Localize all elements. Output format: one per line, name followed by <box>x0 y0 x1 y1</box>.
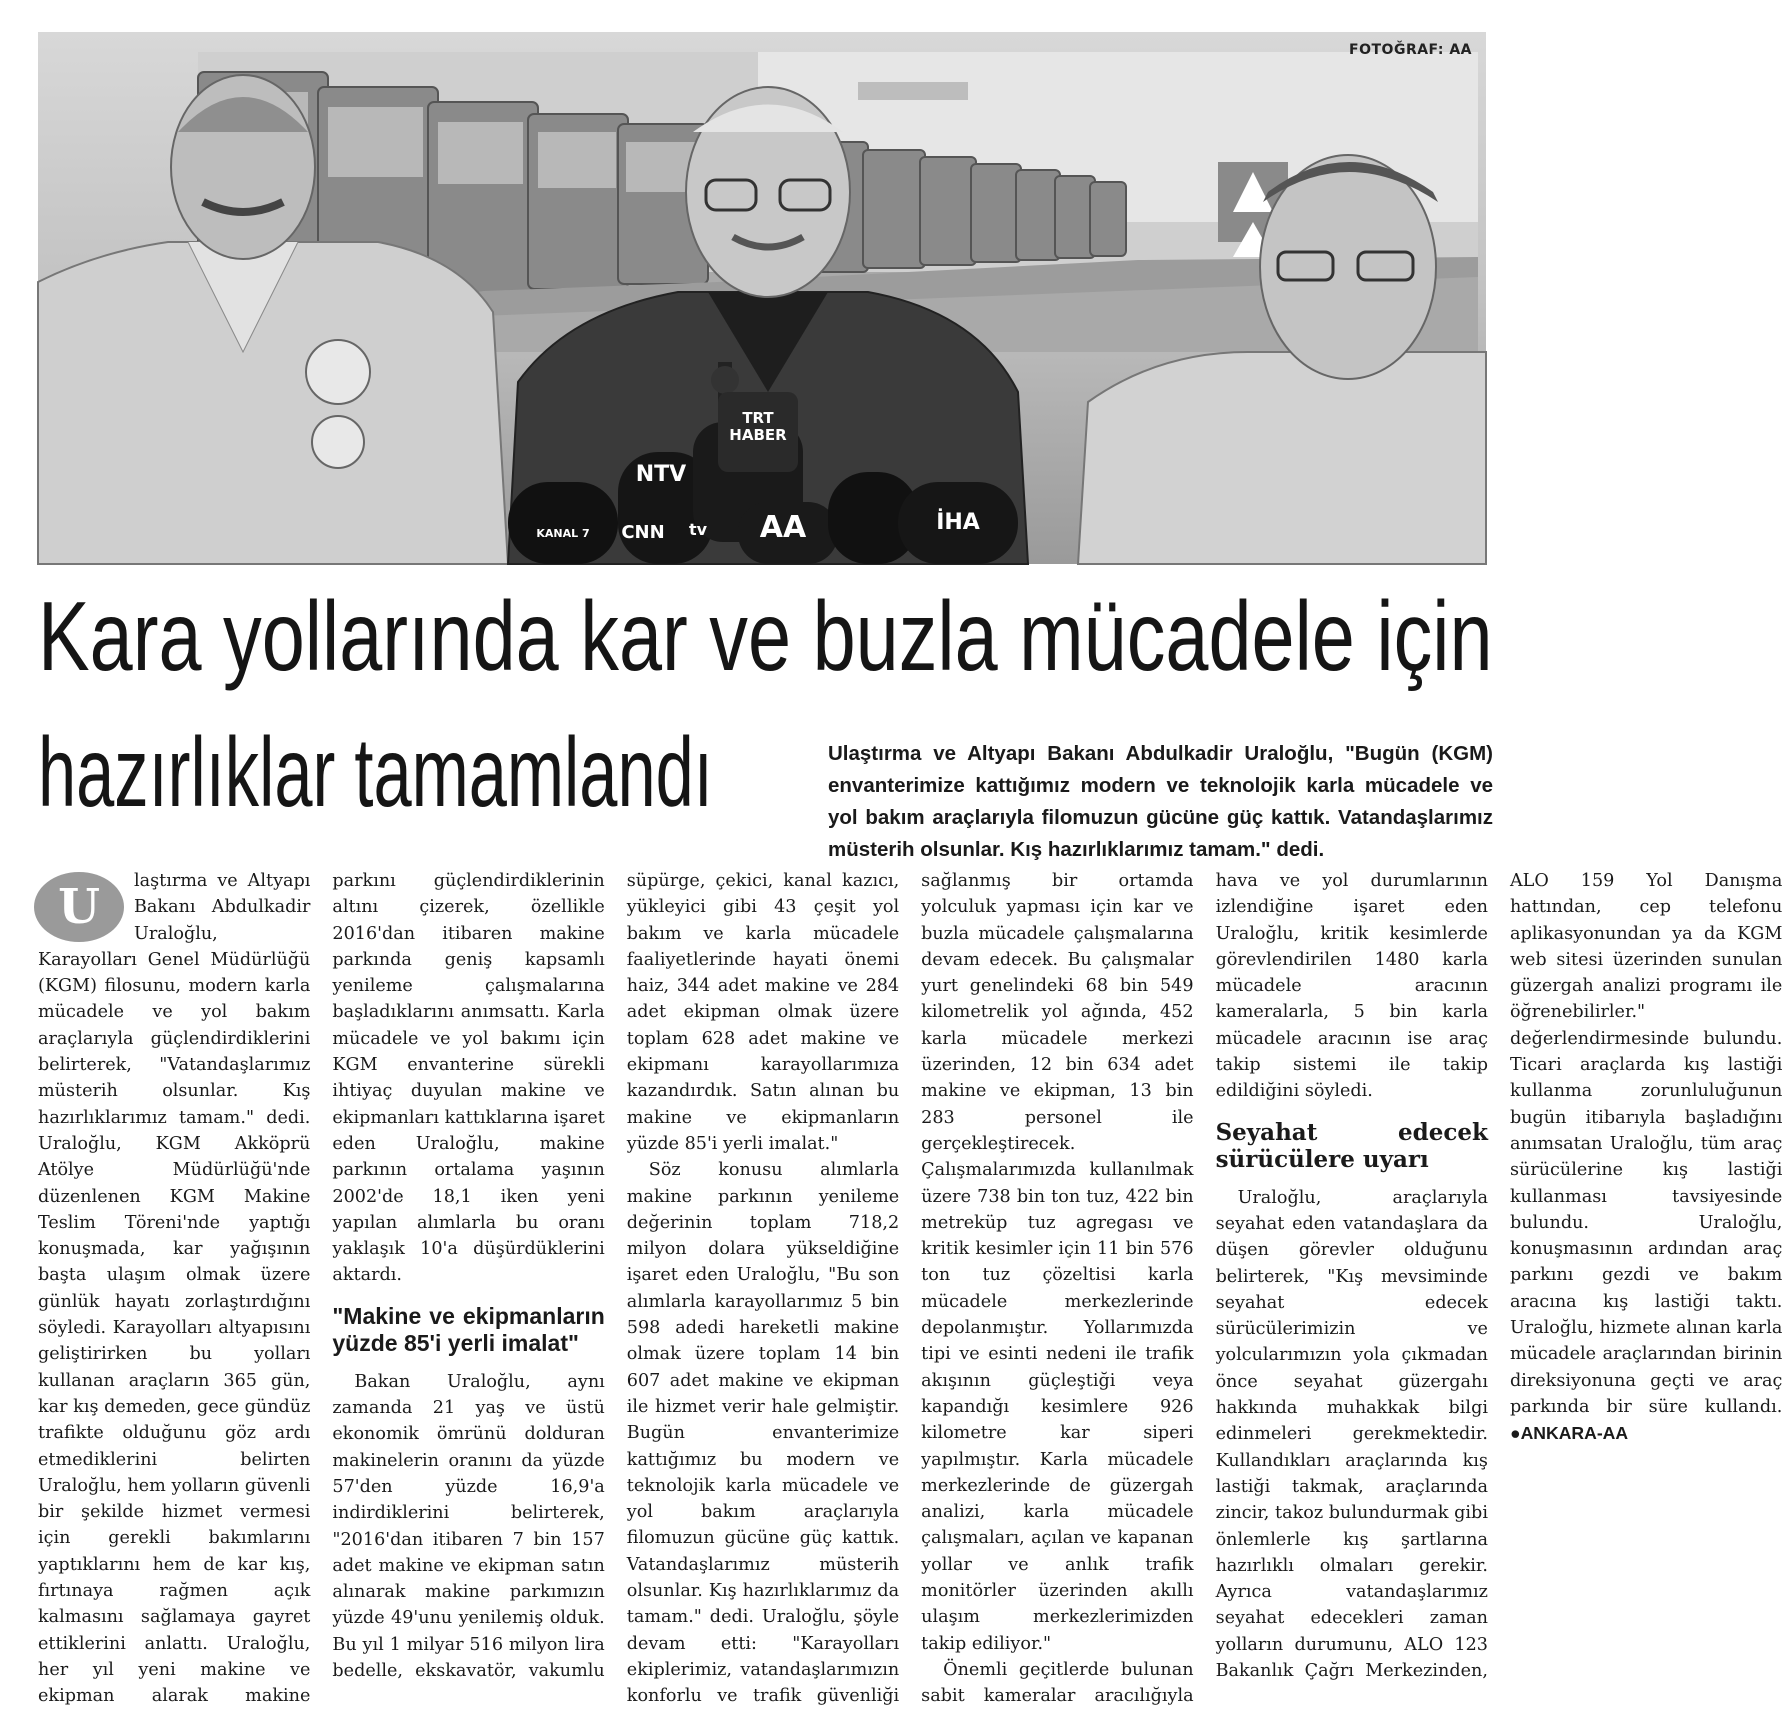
mic-label-cnn: CNN <box>621 522 665 543</box>
article-paragraph: Bakan Uraloğlu, aynı zamanda 21 yaş ve üstü ekonomik ömrünü dolduran makinelerin oranını da yüzde 57'den yüzde 16,9'a indirdiklerini belirterek, "2016'dan itibaren 7 bin 157 adet makine ve ekipman satın alınarak makine parkımızın yüzde 49'unu yenilemiş olduk. Bu yıl 1 milyar 516 milyon lira bedelle, ekskavatör, vakumlu süpürge, çekici, kanal kazıcı, yükleyici gibi 43 çeşit yol bakım ve karla mücadele faaliyetlerinde hayati önemi haiz, 344 adet makine ve 284 adet ekipman olmak üzere toplam 628 adet makine ve ekipmanı karayollarımıza kazandırdık. Satın alınan bu makine ve ekipmanların yüzde 85'i yerli imalat." <box>332 871 900 1682</box>
photo-credit: FOTOĞRAF: AA <box>1349 42 1472 58</box>
subheading-local-production: "Makine ve ekipmanların yüzde 85'i yerli imalat" <box>332 1302 605 1356</box>
headline-line-2: hazırlıklar tamamlandı <box>38 717 713 827</box>
mic-label-ntv: NTV <box>635 462 687 487</box>
mic-label-trt-haber: TRT HABER <box>729 409 787 444</box>
lead-paragraph: Ulaştırma ve Altyapı Bakanı Abdulkadir Uraloğlu, "Bugün (KGM) envanterimize kattığımız modern ve teknolojik karla mücadele ve yol bakım araçlarıyla filomuzun gücüne güç kattık. Vatandaşlarımız müsterih olsunlar. Kış hazırlıklarımız tamam." dedi. <box>828 742 1493 861</box>
official-right-illustration <box>1048 102 1486 564</box>
mic-label-tv: tv <box>688 520 708 539</box>
article-paragraph: Söz konusu alımlarla makine parkının yenileme değerinin toplam 718,2 milyon dolara yükseldiğine işaret eden Uraloğlu, "Bu son alımlarla karayollarımız 5 bin 598 adedi hareketli makine olmak üzere toplam 14 bin 607 adet makine ve ekipman ile hizmet verir hale gelmiştir. Bugün envanterimize kattığımız bu modern ve teknolojik karla mücadele ve yol bakım araçlarıyla filomuzun gücüne güç kattık. Vatandaşlarımız müsterih olsunlar. Kış hazırlıklarımız da tamam." dedi. Uraloğlu, şöyle devam etti: "Karayolları ekiplerimiz, vatandaşlarımızın konforlu ve trafik güvenliği sağlanmış bir ortamda yolculuk yapması için kar ve buzla mücadele çalışmalarına devam edecek. Bu çalışmalar yurt genelindeki 68 bin 549 kilometrelik yol ağında, 452 karla mücadele merkezi üzerinden, 12 bin 634 adet makine ve ekipman, 13 bin 283 personel ile gerçekleştirecek. Çalışmalarımızda kullanılmak üzere 738 bin ton tuz, 422 bin metreküp tuz agregası ve kritik kesimler için 11 bin 576 ton tuz çözeltisi karla mücadele merkezlerinde depolanmıştır. Yollarımızda tipi ve esinti nedeni ile trafik akışının güçleştiği veya kapandığı kesimlere 926 kilometre kar siperi yapılmıştır. Karla mücadele merkezlerinde de güzergah analizi, karla mücadele çalışmaları, açılan ve kapanan yollar ve anlık trafik monitörler üzerinden akıllı ulaşım merkezlerimizden takip ediliyor." <box>626 871 1194 1707</box>
subheading-driver-warning: Seyahat edecek sürücülere uyarı <box>1215 1118 1488 1173</box>
mic-label-kanal7: KANAL 7 <box>536 527 590 540</box>
paragraph-text: Uraloğlu, araçlarıyla seyahat eden vatandaşlara da düşen görevler olduğunu belirterek, "Kış mevsiminde seyahat edecek sürücülerimizin ve yolcularımızın yola çıkmadan önce seyahat güzergahı hakkında muhakkak bilgi edinmeleri gerekmektedir. Kullandıkları araçlarında kış lastiği takmak, araçlarında zincir, takoz bulundurmak gibi önlemlerle kış şartlarına hazırlıklı olmaları gerekir. Ayrıca vatandaşlarımız seyahat edecekleri zaman yolların durumunu, ALO 123 Bakanlık Çağrı Merkezinden, ALO 159 Yol Danışma hattından, cep telefonu aplikasyonundan ya da KGM web sitesi üzerinden sunulan güzergah analizi programı ile öğrenebilirler." değerlendirmesinde bulundu. Ticari araçlarda kış lastiği kullanma zorunluluğunun bugün itibarıyla başladığını anımsatan Uraloğlu, tüm araç sürücülerine kış lastiği kullanması tavsiyesinde bulundu. Uraloğlu, konuşmasının ardından araç parkını gezdi ve bakım aracına kış lastiği taktı. Uraloğlu, hizmete alınan karla mücadele araçlarından birinin direksiyonuna geçti ve araç parkında bir süre kullandı. <box>1215 871 1782 1682</box>
paragraph-text: laştırma ve Altyapı Bakanı Abdulkadir Uraloğlu, Karayolları Genel Müdürlüğü (KGM) filosunu, modern karla mücadele ve yol bakım araçlarıyla güçlendirdiklerini belirterek, "Vatandaşlarımız müsterih olsunlar. Kış hazırlıklarımız tamam." dedi. Uraloğlu, KGM Akköprü Atölye Müdürlüğü'nde düzenlenen KGM Makine Teslim Töreni'nde yaptığı konuşmada, kar yağışının başta ulaşım olmak üzere günlük hayatı zorlaştırdığını söyledi. Karayolları altyapısını geliştirirken bu yolları kullanan araçların 365 gün, kar kış demeden, gece gündüz trafikte olduğunu göz ardı etmediklerini belirten Uraloğlu, hem yolların güvenli bir şekilde hizmet vermesi için gerekli bakımlarını yaptıklarını hem de kar kış, fırtınaya rağmen açık kalmasını sağlamaya gayret ettiklerini anlattı. Uraloğlu, her yıl yeni makine ve ekipman alarak makine parkını güçlendirdiklerinin altını çizerek, özellikle 2016'dan itibaren makine parkında geniş kapsamlı yenileme çalışmalarına başladıklarını anımsattı. Karla mücadele ve yol bakımı için KGM envanterine sürekli ihtiyaç duyulan makine ve ekipmanları kattıklarına işaret eden Uraloğlu, makine parkının ortalama yaşının 2002'de 18,1 iken yeni yapılan alımlarla bu oranı yaklaşık 10'a düşürdüklerini aktardı. <box>38 871 605 1707</box>
byline: ●ANKARA-AA <box>1509 1423 1629 1444</box>
headline-line-1: Kara yollarında kar ve buzla mücadele için <box>38 581 1493 691</box>
article-body <box>38 868 1782 1710</box>
mic-label-aa: AA <box>759 510 807 545</box>
mic-label-iha: İHA <box>936 510 980 535</box>
drop-cap: U <box>34 872 124 942</box>
official-left-illustration <box>38 52 508 564</box>
news-photo <box>38 32 1486 564</box>
article-paragraph: Önemli geçitlerde bulunan sabit kameralar aracılığıyla hava ve yol durumlarının izlendiğine işaret eden Uraloğlu, kritik kesimlerde görevlendirilen 1480 karla mücadele aracının kameralarla, 5 bin karla mücadele aracının ise araç takip sistemi ile takip edildiğini söyledi. <box>921 871 1488 1707</box>
